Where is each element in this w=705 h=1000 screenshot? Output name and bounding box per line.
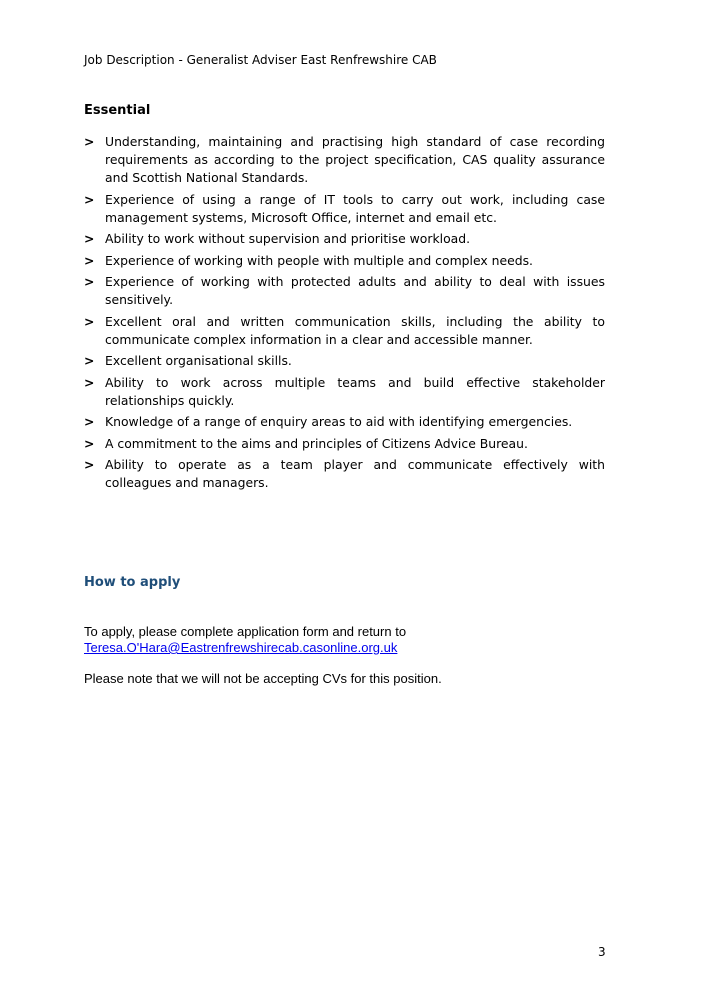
page-number: 3 — [598, 945, 606, 959]
list-item-text: Knowledge of a range of enquiry areas to aid with identifying emergencies. — [105, 414, 573, 429]
bullet-arrow-icon: > — [84, 374, 95, 390]
bullet-arrow-icon: > — [84, 414, 95, 429]
bullet-arrow-icon: > — [84, 252, 95, 268]
list-item — [84, 230, 605, 248]
essential-list — [84, 133, 605, 496]
list-item — [84, 435, 605, 453]
list-item — [84, 456, 605, 492]
bullet-arrow-icon: > — [84, 353, 95, 368]
list-item — [84, 252, 605, 270]
list-item-text: Ability to work without supervision and prioritise workload. — [105, 231, 471, 246]
bullet-arrow-icon: > — [84, 134, 95, 149]
list-item — [84, 273, 605, 309]
bullet-arrow-icon: > — [84, 274, 95, 289]
list-item — [84, 374, 605, 410]
bullet-arrow-icon: > — [84, 231, 95, 246]
apply-instruction: To apply, please complete application form and return to — [84, 624, 407, 639]
list-item-text: A commitment to the aims and principles of Citizens Advice Bureau. — [105, 435, 528, 451]
list-item-text: Excellent organisational skills. — [105, 353, 292, 368]
list-item-text: Understanding, maintaining and practising high standard of case recording requirements as according to the project specification, CAS quality assurance and Scottish National Standards. — [105, 134, 605, 185]
list-item — [84, 352, 605, 370]
bullet-arrow-icon: > — [84, 457, 95, 472]
list-item-text: Experience of working with people with multiple and complex needs. — [105, 252, 533, 268]
bullet-arrow-icon: > — [84, 435, 95, 451]
list-item — [84, 133, 605, 187]
list-item-text: Excellent oral and written communication skills, including the ability to communicate complex information in a clear and accessible manner. — [105, 313, 605, 347]
list-item-text: Ability to work across multiple teams and build effective stakeholder relationships quickly. — [105, 374, 605, 408]
list-item — [84, 413, 605, 431]
cv-note: Please note that we will not be accepting CVs for this position. — [84, 671, 442, 686]
list-item-text: Experience of using a range of IT tools to carry out work, including case management systems, Microsoft Office, internet and email etc. — [105, 191, 605, 225]
bullet-arrow-icon: > — [84, 313, 95, 329]
how-to-apply-heading: How to apply — [84, 575, 181, 590]
list-item — [84, 191, 605, 227]
apply-email-link[interactable]: Teresa.O'Hara@Eastrenfrewshirecab.casonline.org.uk — [84, 640, 398, 655]
list-item — [84, 313, 605, 349]
list-item-text: Experience of working with protected adults and ability to deal with issues sensitively. — [105, 274, 605, 307]
essential-heading: Essential — [84, 103, 151, 118]
list-item-text: Ability to operate as a team player and communicate effectively with colleagues and managers. — [105, 457, 605, 490]
bullet-arrow-icon: > — [84, 191, 95, 207]
document-header: Job Description - Generalist Adviser East Renfrewshire CAB — [84, 53, 437, 67]
